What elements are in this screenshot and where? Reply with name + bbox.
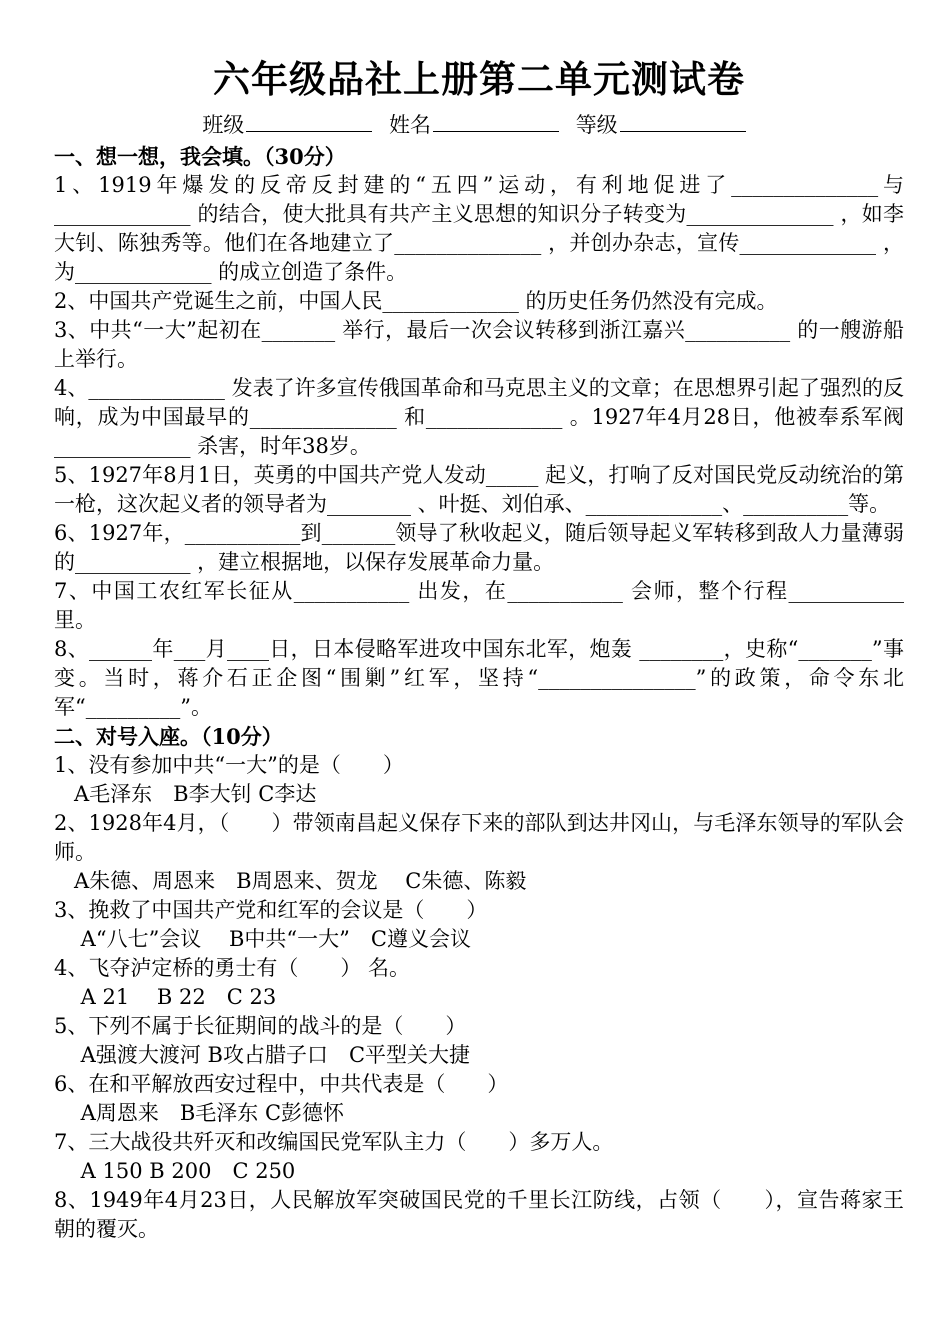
fill-question-3: 3、中共“一大”起初在_______ 举行，最后一次会议转移到浙江嘉兴__________ 的一艘游船上举行。: [54, 318, 904, 371]
name-label: 姓名: [389, 113, 431, 137]
choice-question-3: 3、挽救了中国共产党和红军的会议是（ ）: [54, 898, 488, 922]
fill-question-5: 5、1927年8月1日，英勇的中国共产党人发动_____ 起义，打响了反对国民党反动统治的第一枪，这次起义者的领导者为________ 、叶挺、刘伯承、_____________、__________等。: [54, 463, 904, 516]
fill-question-7: 7、中国工农红军长征从___________ 出发，在___________ 会师，整个行程___________ 里。: [54, 579, 904, 632]
fill-question-4: 4、_____________ 发表了许多宣传俄国革命和马克思主义的文章；在思想界引起了强烈的反响，成为中国最早的______________ 和_____________ 。1927年4月28日，他被奉系军阀_____________ 杀害，时年38岁。: [54, 376, 904, 458]
choice-question-4: 4、飞夺泸定桥的勇士有（ ） 名。: [54, 956, 411, 980]
choice-question-5: 5、下列不属于长征期间的战斗的是（ ）: [54, 1014, 467, 1038]
choice-options-5: A强渡大渡河 B攻占腊子口 C平型关大捷: [74, 1043, 471, 1067]
class-blank: [246, 111, 372, 132]
section-heading-fill: 一、想一想，我会填。（30分）: [54, 144, 346, 169]
student-info-line: [54, 110, 904, 140]
choice-options-2: A朱德、周恩来 B周恩来、贺龙 C朱德、陈毅: [74, 869, 527, 893]
choice-options-1: A毛泽东 B李大钊 C李达: [74, 782, 317, 806]
grade-label: 等级: [575, 113, 618, 137]
fill-question-1: 1、1919年爆发的反帝反封建的“五四”运动，有利地促进了______________与_____________ 的结合，使大批具有共产主义思想的知识分子转变为______________ ，如李大钊、陈独秀等。他们在各地建立了______________ ，并创办杂志，宣传_____________ ，为_____________ 的成立创造了条件。: [54, 173, 904, 284]
name-blank: [433, 111, 559, 132]
choice-question-7: 7、三大战役共歼灭和改编国民党军队主力（ ）多万人。: [54, 1130, 614, 1154]
choice-options-7: A 150 B 200 C 250: [74, 1159, 296, 1183]
choice-question-6: 6、在和平解放西安过程中，中共代表是（ ）: [54, 1072, 509, 1096]
page-title: 六年级品社上册第二单元测试卷: [213, 57, 745, 101]
section-heading-choice: 二、对号入座。（10分）: [54, 724, 283, 749]
choice-options-6: A周恩来 B毛泽东 C彭德怀: [74, 1101, 345, 1125]
fill-question-8: 8、______年___月____日，日本侵略军进攻中国东北军，炮轰 ________，史称“_______”事变。当时，蒋介石正企图“围剿”红军，坚持“_______________”的政策，命令东北军“_________”。: [54, 637, 904, 719]
choice-question-8: 8、1949年4月23日，人民解放军突破国民党的千里长江防线，占领（ ），宣告蒋家王朝的覆灭。: [54, 1188, 904, 1241]
choice-options-4: A 21 B 22 C 23: [74, 985, 277, 1009]
class-label: 班级: [202, 113, 245, 137]
choice-question-2: 2、1928年4月，（ ）带领南昌起义保存下来的部队到达井冈山，与毛泽东领导的军队会师。: [54, 811, 904, 864]
fill-question-6: 6、1927年，___________到_______领导了秋收起义，随后领导起义军转移到敌人力量薄弱的___________ ，建立根据地，以保存发展革命力量。: [54, 521, 904, 574]
grade-blank: [620, 111, 746, 132]
choice-options-3: A“八七”会议 B中共“一大” C遵义会议: [74, 927, 471, 951]
fill-question-2: 2、中国共产党诞生之前，中国人民_____________ 的历史任务仍然没有完成。: [54, 289, 778, 313]
choice-question-1: 1、没有参加中共“一大”的是（ ）: [54, 753, 404, 777]
